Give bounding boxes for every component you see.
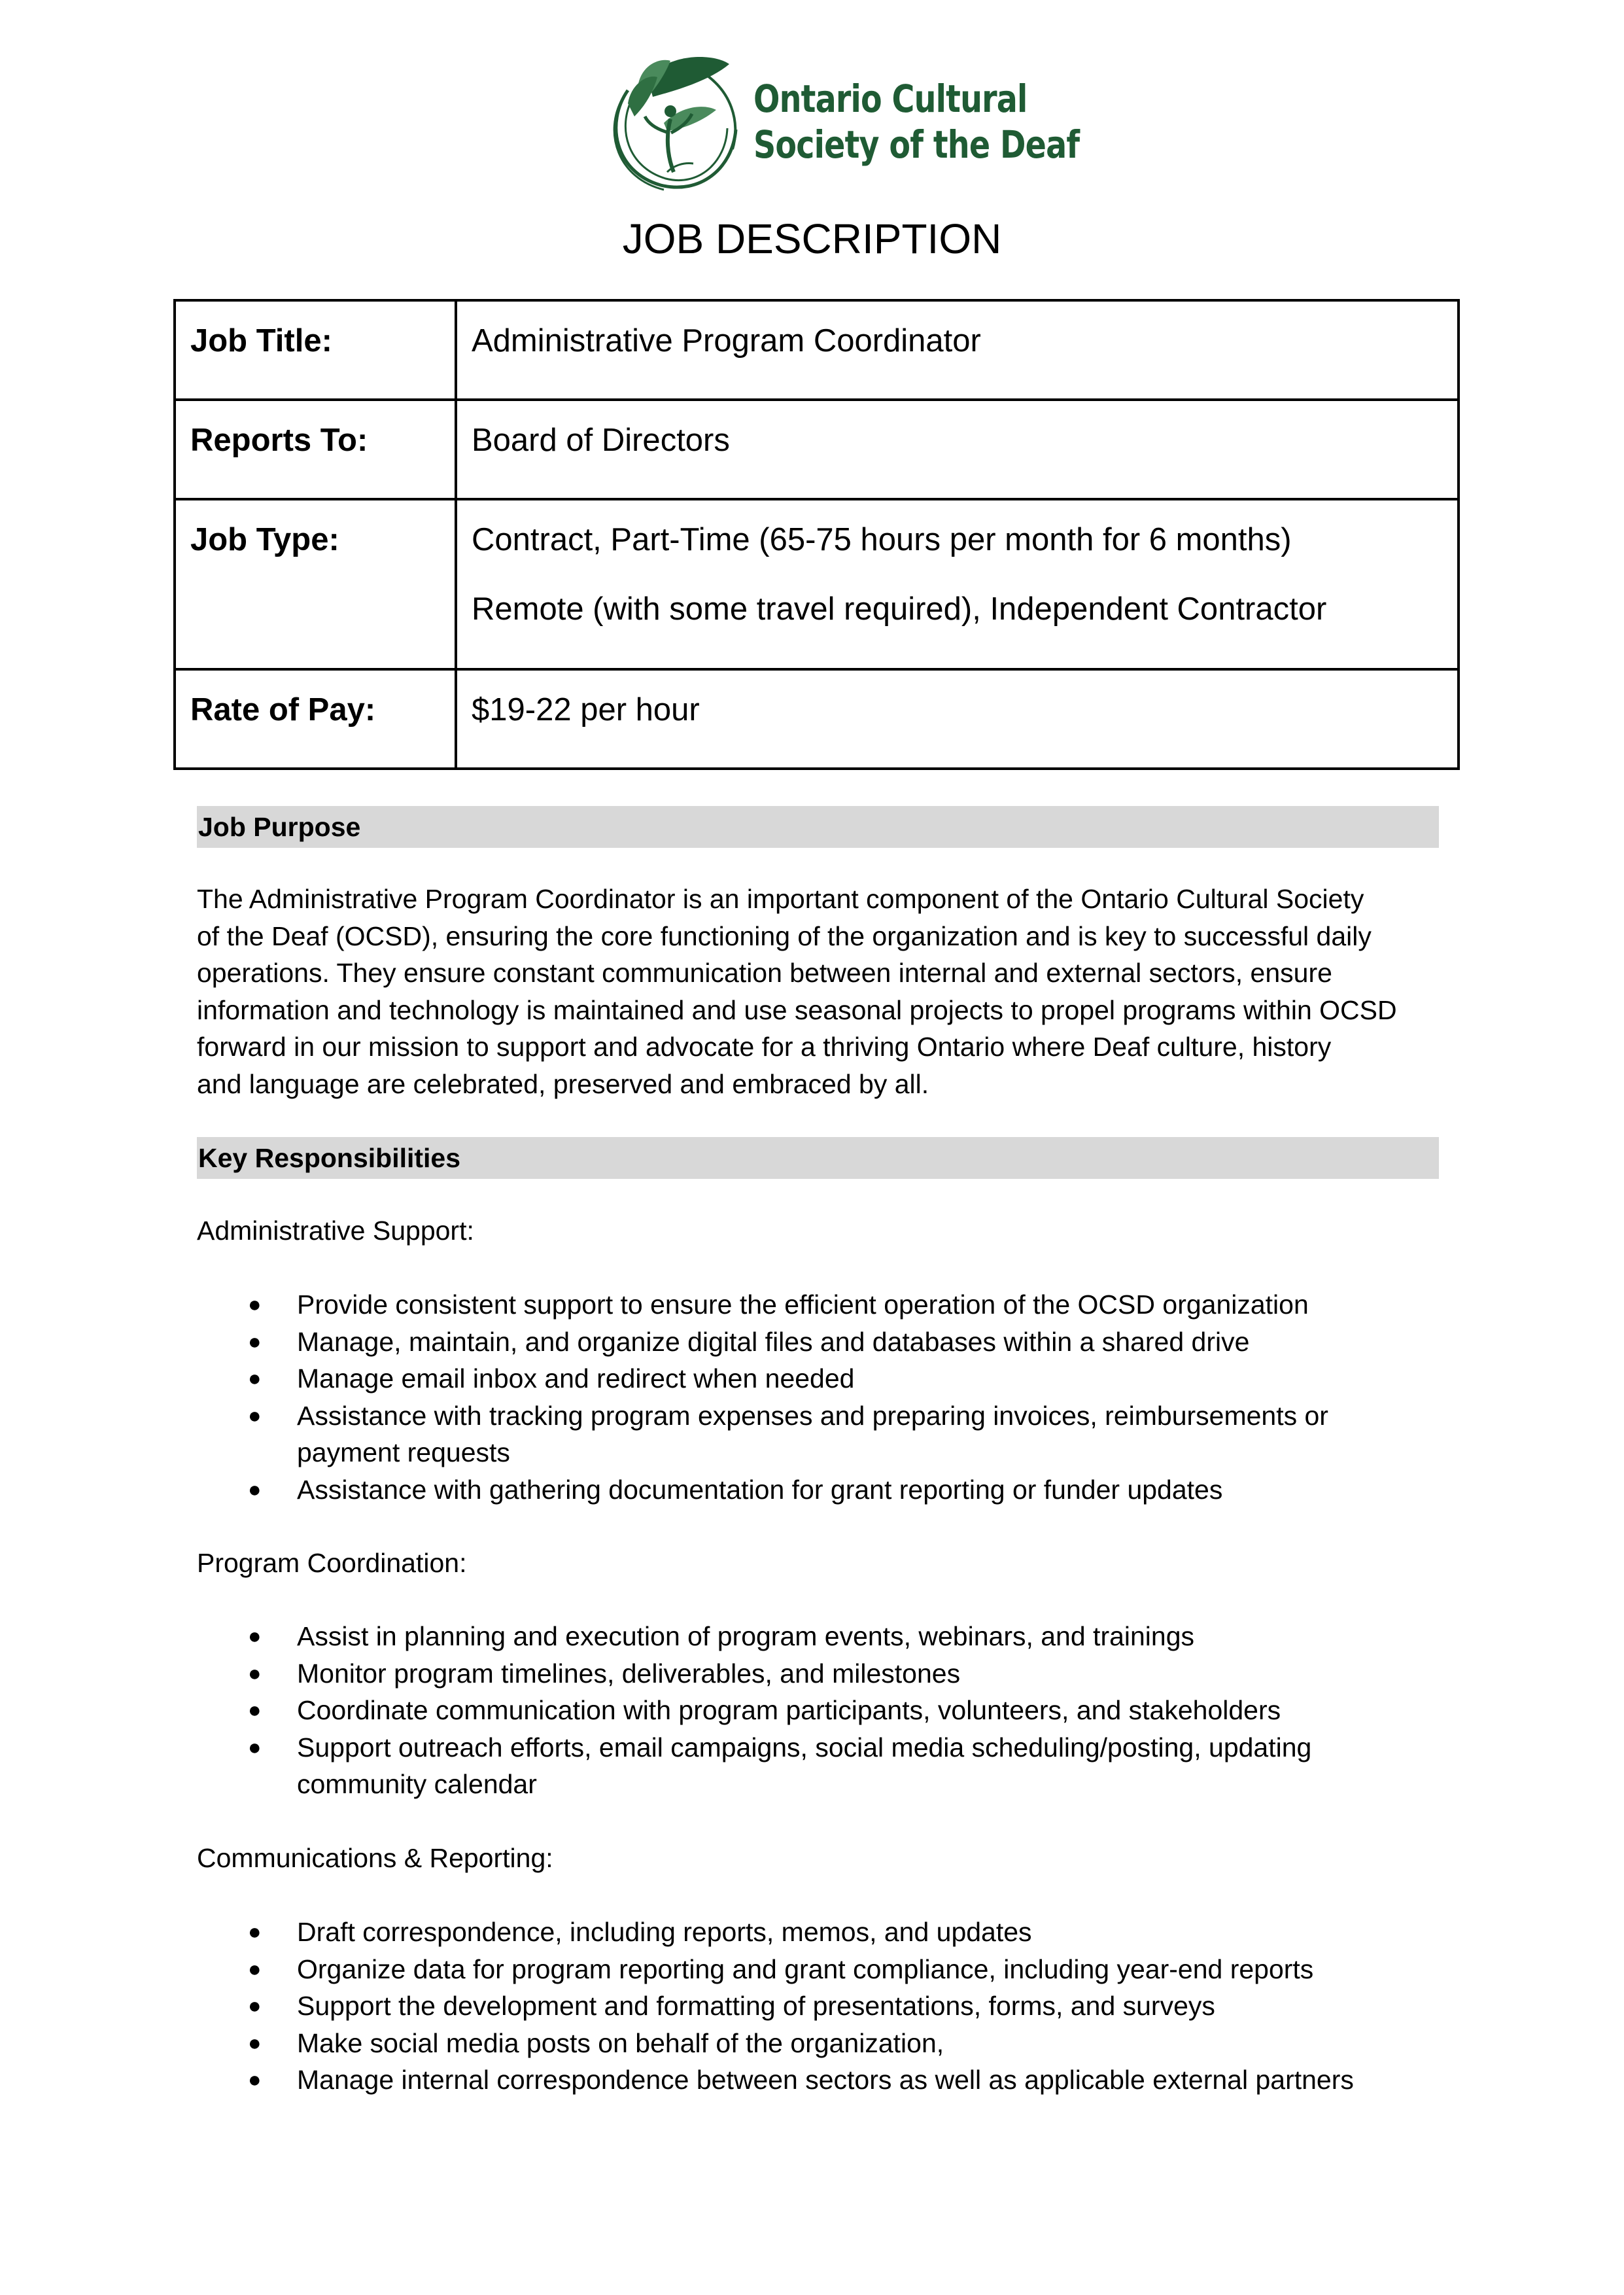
bullet-icon: ● [248,1292,262,1317]
list-item [197,1914,1459,1951]
key-responsibilities-heading: Key Responsibilities [197,1137,1439,1179]
bullet-icon: ● [248,1366,262,1391]
job-type-label: Job Type: [175,499,456,669]
list-item [197,1618,1459,1655]
job-title-value: Administrative Program Coordinator [456,300,1459,400]
group-title-program-coordination: Program Coordination: [197,1548,467,1578]
list-item [197,1323,1459,1361]
administrative-support-list [197,1286,1459,1508]
list-item-text: Provide consistent support to ensure the efficient operation of the OCSD organization [297,1289,1309,1320]
list-item-text: Draft correspondence, including reports, memos, and updates [297,1917,1032,1947]
leaf-figure-logo-icon [602,51,739,195]
bullet-icon: ● [248,1329,262,1354]
list-item-text: Assistance with tracking program expenses and preparing invoices, reimbursements or [297,1400,1328,1431]
job-type-cell [456,499,1459,669]
bullet-icon: ● [248,1403,262,1428]
rate-of-pay-label: Rate of Pay: [175,669,456,769]
list-item-text: Manage, maintain, and organize digital files and databases within a shared drive [297,1326,1250,1357]
job-info-table [173,299,1460,770]
list-item [197,1655,1459,1692]
list-item-text: Manage email inbox and redirect when needed [297,1363,855,1393]
bullet-icon: ● [248,1734,262,1760]
org-name-line2: Society of the Deaf [753,122,1080,167]
paragraph-line: The Administrative Program Coordinator is an important component of the Ontario Cultural Society [197,884,1364,914]
job-title-label: Job Title: [175,300,456,400]
org-logo [602,51,1080,195]
group-title-administrative-support: Administrative Support: [197,1216,474,1246]
list-item [197,1286,1459,1323]
group-title-communications-reporting: Communications & Reporting: [197,1843,553,1873]
list-item [197,1471,1459,1509]
job-purpose-paragraph [197,881,1459,1102]
reports-to-label: Reports To: [175,400,456,499]
list-item-text: community calendar [297,1769,537,1799]
list-item-text: payment requests [297,1437,510,1467]
bullet-icon: ● [248,1477,262,1502]
list-item-text: Monitor program timelines, deliverables, and milestones [297,1658,961,1689]
paragraph-line: and language are celebrated, preserved and embraced by all. [197,1068,929,1099]
org-name-line1: Ontario Cultural [753,77,1028,121]
bullet-icon: ● [248,1919,262,1944]
job-purpose-heading: Job Purpose [197,806,1439,848]
list-item [197,2061,1459,2099]
list-item-text: Assist in planning and execution of program events, webinars, and trainings [297,1621,1195,1651]
program-coordination-list [197,1618,1459,1803]
list-item [197,2025,1459,2062]
table-row [175,300,1459,400]
bullet-icon: ● [248,1660,262,1686]
org-name [753,76,1151,167]
table-row [175,499,1459,669]
reports-to-value: Board of Directors [456,400,1459,499]
paragraph-line: information and technology is maintained and use seasonal projects to propel programs within OCSD [197,994,1397,1025]
list-item-text: Manage internal correspondence between sectors as well as applicable external partners [297,2065,1354,2095]
paragraph-line: forward in our mission to support and advocate for a thriving Ontario where Deaf culture, history [197,1032,1332,1062]
paragraph-line: of the Deaf (OCSD), ensuring the core functioning of the organization and is key to successful daily [197,920,1372,951]
table-row [175,669,1459,769]
communications-reporting-list [197,1914,1459,2099]
list-item-text: Support the development and formatting of presentations, forms, and surveys [297,1991,1215,2021]
paragraph-line: operations. They ensure constant communication between internal and external sectors, ensure [197,958,1332,988]
list-item [197,1360,1459,1397]
list-item-text: Support outreach efforts, email campaigns, social media scheduling/posting, updating [297,1732,1312,1762]
table-row [175,400,1459,499]
list-item-text: Coordinate communication with program participants, volunteers, and stakeholders [297,1695,1281,1725]
bullet-icon: ● [248,2067,262,2092]
bullet-icon: ● [248,1956,262,1982]
bullet-icon: ● [248,1993,262,2018]
bullet-icon: ● [248,2030,262,2056]
page-title: JOB DESCRIPTION [622,215,1002,262]
bullet-icon: ● [248,1624,262,1649]
list-item [197,1951,1459,1988]
bullet-icon: ● [248,1698,262,1723]
list-item [197,1692,1459,1729]
list-item [197,1988,1459,2025]
job-type-value: Contract, Part-Time (65-75 hours per month for 6 months) [472,522,1292,557]
rate-of-pay-value: $19-22 per hour [456,669,1459,769]
list-item-text: Make social media posts on behalf of the organization, [297,2027,944,2058]
list-item [197,1729,1459,1803]
job-type-value-2: Remote (with some travel required), Independent Contractor [472,591,1327,627]
list-item [197,1397,1459,1471]
list-item-text: Assistance with gathering documentation for grant reporting or funder updates [297,1474,1223,1505]
list-item-text: Organize data for program reporting and grant compliance, including year-end reports [297,1953,1314,1984]
